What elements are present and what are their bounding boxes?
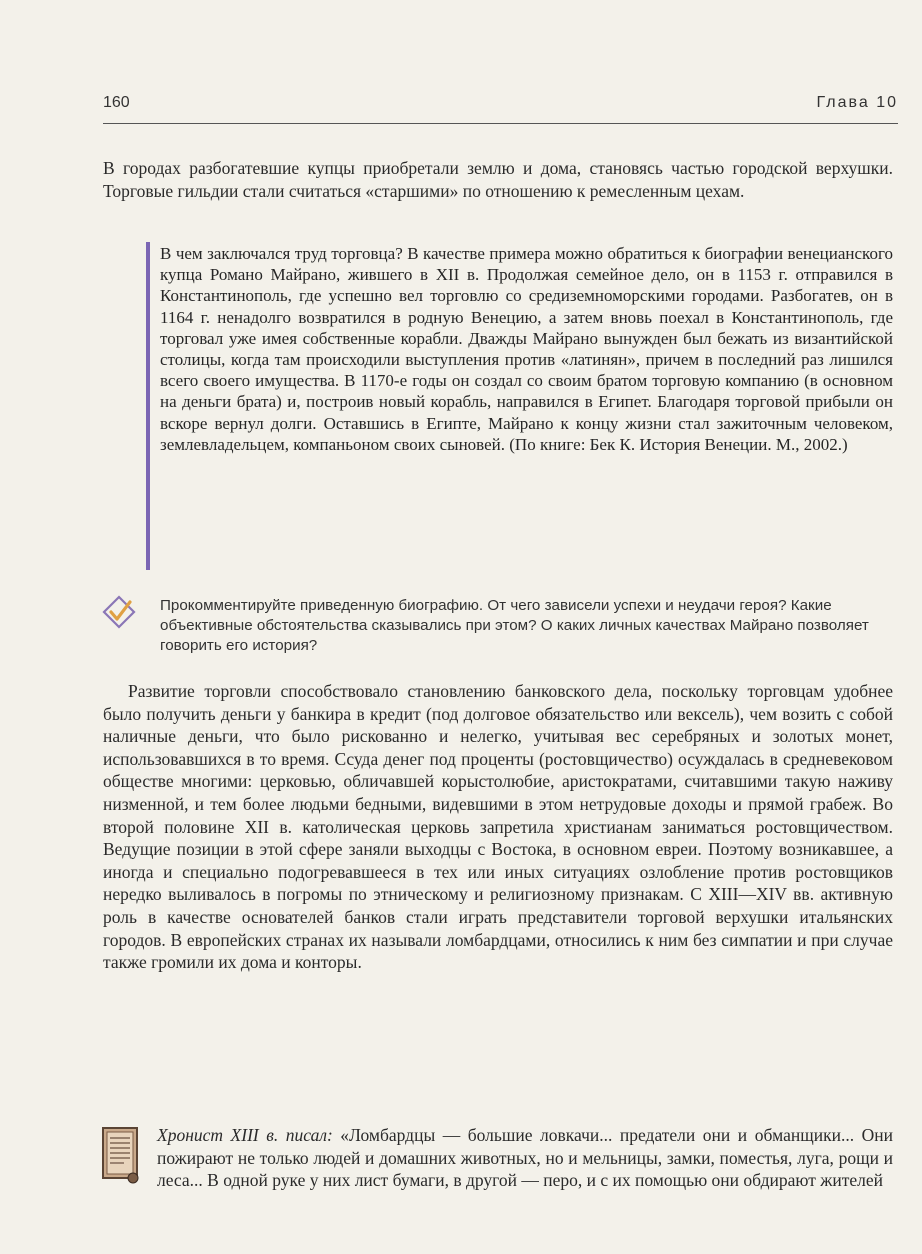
task-questions: Прокомментируйте приведенную биографию. От чего зависели успехи и неудачи героя? Какие объективные обстоятельства сказывались при этом? О каких личных качествах Майрано позволяет говорить его история?	[160, 597, 869, 654]
chronicler-text: «Ломбардцы — большие ловкачи... предатели они и обманщики... Они пожирают не только людей и домашних животных, но и мельницы, замки, поместья, луга, рощи и леса... В одной руке у них лист бумаги, в другой — перо, и с их помощью они обдирают жителей	[157, 1125, 893, 1191]
page-number: 160	[103, 94, 130, 111]
question-check-icon	[101, 594, 137, 634]
chronicler-quote	[157, 1124, 893, 1192]
document-scroll-icon	[100, 1125, 142, 1185]
chronicler-lead: Хронист XIII в. писал:	[157, 1125, 333, 1145]
chapter-title: Глава 10	[816, 94, 898, 111]
quote-accent-bar	[146, 242, 150, 570]
paragraph-banking: Развитие торговли способствовало становлению банковского дела, поскольку торговцам удобнее было получить деньги у банкира в кредит (под долговое обязательство или вексель), чем возить с собой наличные деньги, что было рискованно и нелегко, учитывая вес серебряных и золотых монет, использовавшихся в то время. Ссуда денег под проценты (ростовщичество) осуждалась в средневековом обществе многими: церковью, обличавшей корыстолюбие, аристократами, считавшими такую наживу низменной, и тем более людьми бедными, видевшими в этом нетрудовые доходы и прямой грабеж. Во второй половине XII в. католическая церковь запретила христианам заниматься ростовщичеством. Ведущие позиции в этой сфере заняли выходцы с Востока, в основном евреи. Поэтому возникавшее, а иногда и специально подогревавшееся в тех или иных ситуациях озлобление против ростовщиков нередко выливалось в погромы по этническому и религиозному признакам. С XIII—XIV вв. активную роль в качестве основателей банков стали играть представители торговой верхушки итальянских городов. В европейских странах их называли ломбардцами, относились к ним без симпатии и при случае также громили их дома и конторы.	[103, 681, 893, 973]
page-header	[103, 94, 898, 120]
header-divider	[103, 123, 898, 124]
paragraph-guilds: В городах разбогатевшие купцы приобретали землю и дома, становясь частью городской верхушки. Торговые гильдии стали считаться «старшими» по отношению к ремесленным цехам.	[103, 158, 893, 201]
quote-mairano-biography: В чем заключался труд торговца? В качестве примера можно обратиться к биографии венецианского купца Романо Майрано, жившего в XII в. Продолжая семейное дело, он в 1153 г. отправился в Константинополь, где успешно вел торговлю со средиземноморскими городами. Разбогатев, он в 1164 г. ненадолго возвратился в родную Венецию, а затем вновь поехал в Константинополь, где торговал уже имея собственные корабли. Дважды Майрано вынужден был бежать из византийской столицы, когда там происходили выступления против «латинян», причем в последний раз лишился всего своего имущества. В 1170-е годы он создал со своим братом торговую компанию (в основном на деньги брата) и, построив новый корабль, направился в Египет. Благодаря торговой прибыли он вскоре вернул долги. Оставшись в Египте, Майрано к концу жизни стал зажиточным человеком, землевладельцем, компаньоном своих сыновей. (По книге: Бек К. История Венеции. М., 2002.)	[160, 244, 893, 454]
